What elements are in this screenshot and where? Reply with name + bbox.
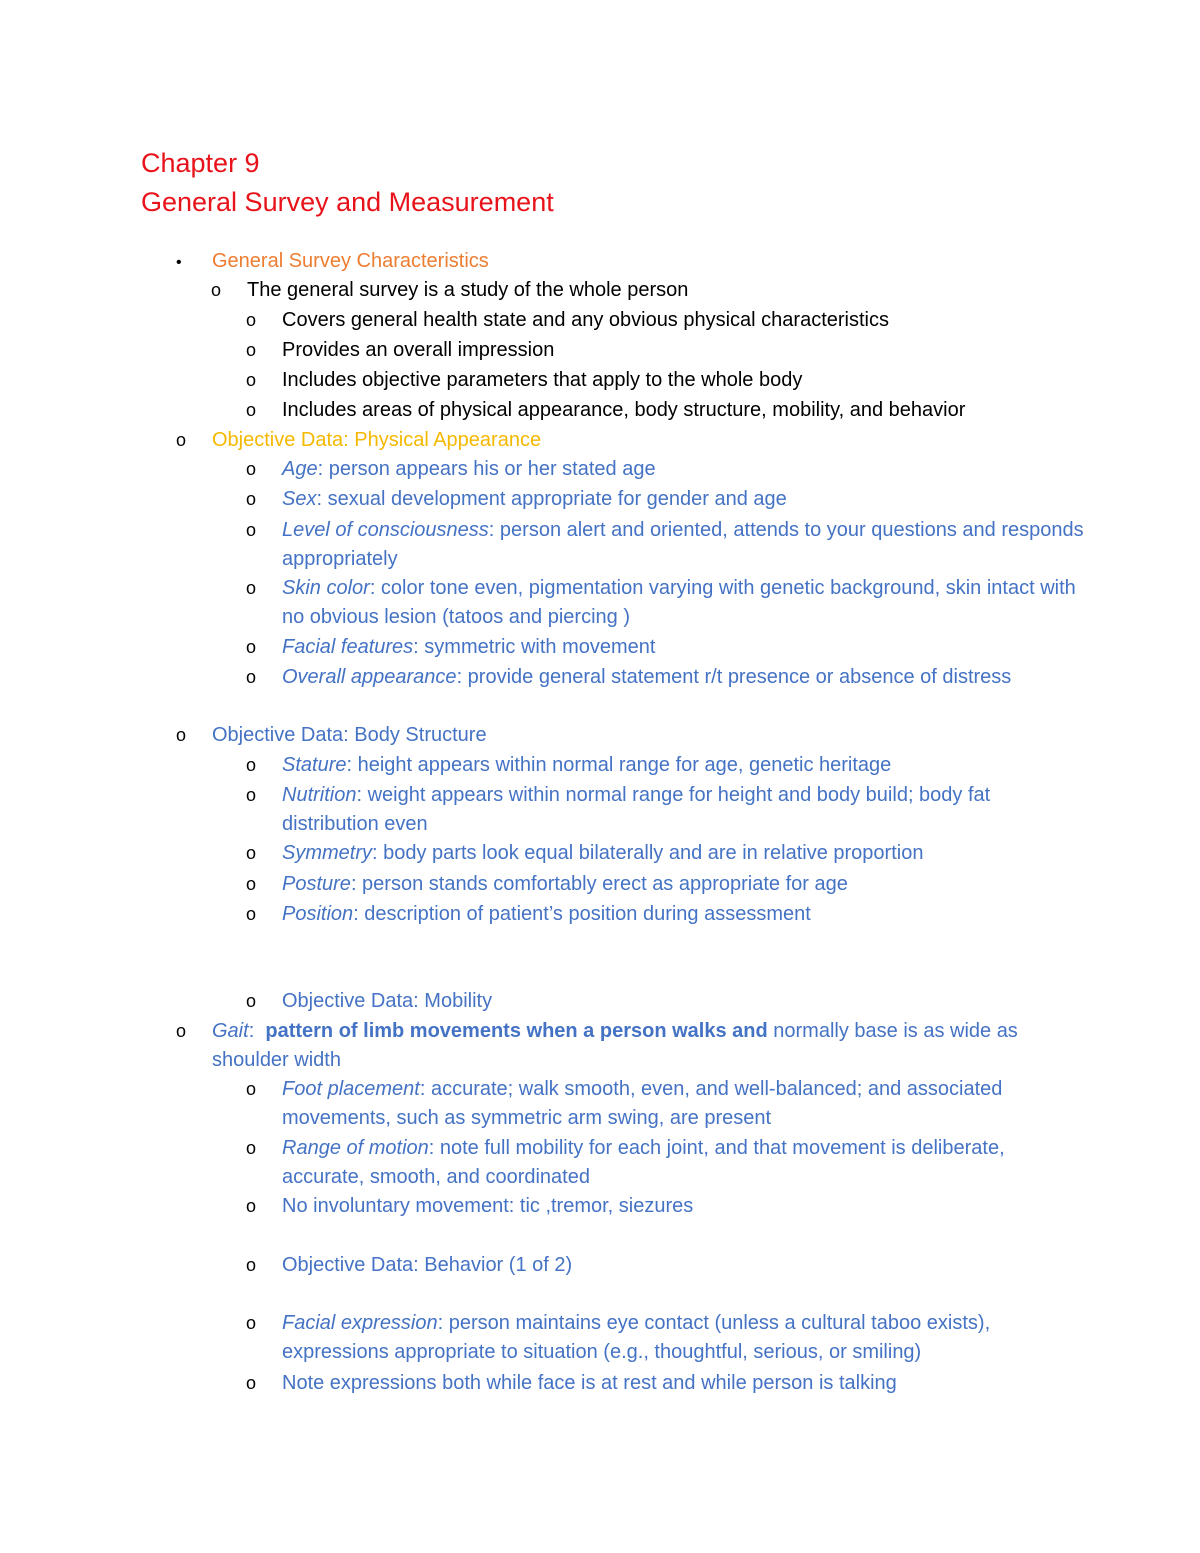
- circle-marker: o: [176, 1021, 187, 1041]
- term: Facial expression: [282, 1312, 438, 1334]
- list-item: [176, 247, 489, 277]
- circle-marker: o: [246, 578, 257, 598]
- list-item: [246, 574, 1092, 632]
- list-item: [246, 663, 1092, 692]
- list-item: [246, 1251, 572, 1280]
- description: : note full mobility for each joint, and that movement is deliberate, accurate, smooth, and coordinated: [282, 1137, 1005, 1188]
- term: Posture: [282, 873, 351, 895]
- section-heading-characteristics: General Survey Characteristics: [212, 250, 489, 272]
- description: : color tone even, pigmentation varying with genetic background, skin intact with no obvious lesion (tatoos and piercing ): [282, 577, 1076, 628]
- characteristics-item: Includes objective parameters that apply to the whole body: [282, 369, 803, 391]
- circle-marker: o: [246, 520, 257, 540]
- list-item: [246, 900, 1092, 929]
- circle-marker: o: [246, 1313, 257, 1333]
- circle-marker: o: [246, 1373, 257, 1393]
- circle-marker: o: [246, 370, 257, 390]
- circle-marker: o: [246, 991, 257, 1011]
- section-heading-behavior: Objective Data: Behavior (1 of 2): [282, 1254, 573, 1276]
- list-item: [246, 987, 492, 1016]
- list-item: [176, 426, 541, 455]
- term: Symmetry: [282, 842, 372, 864]
- circle-marker: o: [246, 310, 257, 330]
- term: Nutrition: [282, 784, 357, 806]
- description: : body parts look equal bilaterally and are in relative proportion: [372, 842, 924, 864]
- gait-definition: pattern of limb movements when a person walks and: [265, 1020, 768, 1042]
- circle-marker: o: [246, 459, 257, 479]
- list-item: [246, 633, 1092, 662]
- circle-marker: o: [246, 785, 257, 805]
- circle-marker: o: [176, 430, 187, 450]
- description: : person alert and oriented, attends to your questions and responds appropriately: [282, 519, 1084, 570]
- description: : accurate; walk smooth, even, and well-balanced; and associated movements, such as symmetric arm swing, are present: [282, 1078, 1003, 1129]
- circle-marker: o: [246, 755, 257, 775]
- bullet-marker: •: [176, 254, 182, 271]
- circle-marker: o: [246, 874, 257, 894]
- term: Foot placement: [282, 1078, 420, 1100]
- characteristics-item: Provides an overall impression: [282, 339, 555, 361]
- section-heading-mobility: Objective Data: Mobility: [282, 990, 493, 1012]
- list-item: [176, 721, 487, 750]
- characteristics-item: Includes areas of physical appearance, body structure, mobility, and behavior: [282, 399, 966, 421]
- list-item: [246, 396, 965, 425]
- chapter-number: Chapter 9: [141, 148, 260, 178]
- description: : weight appears within normal range for height and body build; body fat distribution even: [282, 784, 991, 835]
- circle-marker: o: [211, 280, 222, 300]
- gait-colon: :: [248, 1020, 266, 1042]
- term: Position: [282, 903, 354, 925]
- page-title: General Survey and Measurement: [141, 187, 554, 217]
- description: : description of patient’s position during assessment: [353, 903, 811, 925]
- circle-marker: o: [246, 843, 257, 863]
- description: normally base is as wide as shoulder width: [212, 1020, 1018, 1071]
- term: Stature: [282, 754, 347, 776]
- description: : height appears within normal range for age, genetic heritage: [346, 754, 892, 776]
- term: Sex: [282, 488, 317, 510]
- list-item: [246, 751, 1092, 780]
- list-item: [246, 781, 1092, 839]
- circle-marker: o: [176, 725, 187, 745]
- list-item: [246, 1192, 693, 1221]
- list-item: [246, 306, 889, 335]
- list-item: [246, 366, 802, 395]
- term: Overall appearance: [282, 666, 457, 688]
- characteristics-item: Covers general health state and any obvious physical characteristics: [282, 309, 889, 331]
- involuntary-movement: No involuntary movement: tic ,tremor, siezures: [282, 1195, 694, 1217]
- circle-marker: o: [246, 1196, 257, 1216]
- term: Skin color: [282, 577, 370, 599]
- list-item: [246, 1309, 1092, 1367]
- list-item: [211, 276, 688, 305]
- term: Level of consciousness: [282, 519, 489, 541]
- description: : sexual development appropriate for gender and age: [316, 488, 787, 510]
- term: Facial features: [282, 636, 414, 658]
- list-item: [246, 870, 1092, 899]
- behavior-note: Note expressions both while face is at rest and while person is talking: [282, 1372, 897, 1394]
- circle-marker: o: [246, 340, 257, 360]
- circle-marker: o: [246, 1138, 257, 1158]
- circle-marker: o: [246, 489, 257, 509]
- section-heading-structure: Objective Data: Body Structure: [212, 724, 487, 746]
- list-item: [246, 1369, 897, 1398]
- list-item: [246, 1075, 1092, 1133]
- circle-marker: o: [246, 667, 257, 687]
- circle-marker: o: [246, 1079, 257, 1099]
- term: Age: [282, 458, 318, 480]
- description: : provide general statement r/t presence or absence of distress: [456, 666, 1012, 688]
- list-item: [246, 1134, 1092, 1192]
- list-item: [246, 839, 1092, 868]
- circle-marker: o: [246, 904, 257, 924]
- description: : person maintains eye contact (unless a cultural taboo exists), expressions appropriate to situation (e.g., thoughtful, serious, or smiling): [282, 1312, 991, 1363]
- term: Range of motion: [282, 1137, 429, 1159]
- list-item: [246, 516, 1092, 574]
- list-item: [176, 1017, 1092, 1075]
- circle-marker: o: [246, 1255, 257, 1275]
- description: : symmetric with movement: [413, 636, 656, 658]
- circle-marker: o: [246, 400, 257, 420]
- term: Gait: [212, 1020, 249, 1042]
- list-item: [246, 485, 1092, 514]
- circle-marker: o: [246, 637, 257, 657]
- description: : person stands comfortably erect as appropriate for age: [350, 873, 848, 895]
- characteristics-intro: The general survey is a study of the whole person: [247, 279, 689, 301]
- section-heading-appearance: Objective Data: Physical Appearance: [212, 429, 542, 451]
- list-item: [246, 336, 554, 365]
- description: : person appears his or her stated age: [317, 458, 656, 480]
- list-item: [246, 455, 1092, 484]
